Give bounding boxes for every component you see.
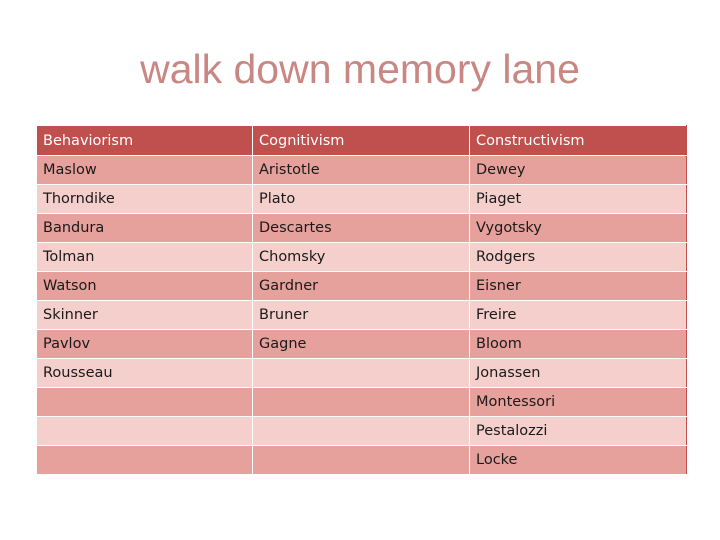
cell-constructivism: Locke (470, 446, 687, 475)
table-header-row (37, 126, 687, 156)
table-row (37, 243, 687, 272)
slide-title: walk down memory lane (140, 46, 580, 92)
cell-constructivism: Piaget (470, 185, 687, 214)
cell-behaviorism (37, 388, 253, 417)
cell-constructivism: Bloom (470, 330, 687, 359)
cell-behaviorism: Tolman (37, 243, 253, 272)
header-behaviorism: Behaviorism (37, 126, 253, 156)
table-row (37, 272, 687, 301)
cell-behaviorism: Maslow (37, 156, 253, 185)
cell-constructivism: Rodgers (470, 243, 687, 272)
cell-behaviorism (37, 417, 253, 446)
table-row (37, 330, 687, 359)
cell-cognitivism: Aristotle (253, 156, 470, 185)
table-row (37, 446, 687, 475)
table-row (37, 214, 687, 243)
cell-cognitivism (253, 359, 470, 388)
cell-behaviorism: Rousseau (37, 359, 253, 388)
cell-behaviorism: Watson (37, 272, 253, 301)
header-cognitivism: Cognitivism (253, 126, 470, 156)
table-row (37, 301, 687, 330)
table-row (37, 417, 687, 446)
cell-behaviorism: Thorndike (37, 185, 253, 214)
cell-cognitivism (253, 417, 470, 446)
cell-behaviorism: Bandura (37, 214, 253, 243)
table-row (37, 185, 687, 214)
cell-cognitivism: Plato (253, 185, 470, 214)
cell-cognitivism (253, 446, 470, 475)
cell-cognitivism: Descartes (253, 214, 470, 243)
cell-constructivism: Jonassen (470, 359, 687, 388)
table-row (37, 388, 687, 417)
header-constructivism: Constructivism (470, 126, 687, 156)
cell-cognitivism: Bruner (253, 301, 470, 330)
table-row (37, 156, 687, 185)
cell-behaviorism (37, 446, 253, 475)
cell-behaviorism: Skinner (37, 301, 253, 330)
cell-constructivism: Pestalozzi (470, 417, 687, 446)
cell-constructivism: Vygotsky (470, 214, 687, 243)
cell-constructivism: Freire (470, 301, 687, 330)
cell-cognitivism: Chomsky (253, 243, 470, 272)
learning-theories-table (36, 125, 687, 475)
cell-constructivism: Dewey (470, 156, 687, 185)
cell-cognitivism (253, 388, 470, 417)
cell-cognitivism: Gagne (253, 330, 470, 359)
cell-constructivism: Montessori (470, 388, 687, 417)
cell-constructivism: Eisner (470, 272, 687, 301)
cell-behaviorism: Pavlov (37, 330, 253, 359)
table-row (37, 359, 687, 388)
cell-cognitivism: Gardner (253, 272, 470, 301)
